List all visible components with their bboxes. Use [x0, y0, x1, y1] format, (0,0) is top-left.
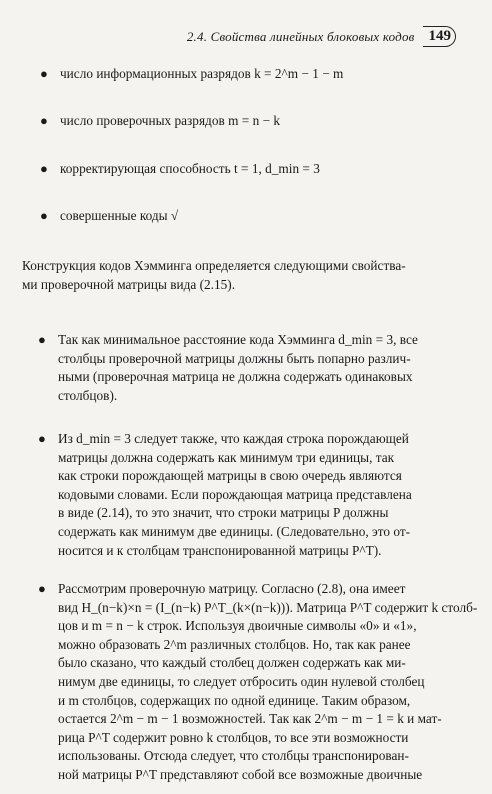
text-line: вид H_(n−k)×n = (I_(n−k) P^T_(k×(n−k))). Матрица P^T содержит k столб-	[58, 599, 478, 615]
section-title: 2.4. Свойства линейных блоковых кодов	[186, 28, 415, 44]
text-line: ми проверочной матрицы вида (2.15).	[22, 276, 236, 292]
bullet-check-bits-text: число проверочных разрядов m = n − k	[60, 113, 281, 128]
text-line: содержать как минимум две единицы. (Следовательно, это от-	[58, 523, 411, 539]
item-min-distance	[38, 331, 418, 405]
text-line: было сказано, что каждый столбец должен содержать как ми-	[58, 655, 406, 671]
text-line: Конструкция кодов Хэмминга определяется следующими свойства-	[22, 258, 406, 273]
text-line: остается 2^m − m − 1 возможностей. Так как 2^m − m − 1 = k и мат-	[58, 711, 442, 727]
bullet-icon: ●	[40, 161, 48, 176]
text-line: матрицы должна содержать как минимум три единицы, так	[58, 449, 395, 465]
bullet-info-bits	[40, 65, 344, 84]
bullet-check-bits	[40, 112, 281, 131]
text-line: Так как минимальное расстояние кода Хэмминга d_min = 3, все	[58, 332, 418, 347]
bullet-icon: ●	[38, 332, 46, 347]
item-parity-check-matrix	[38, 580, 478, 785]
text-line: столбцы проверочной матрицы должны быть попарно различ-	[58, 350, 411, 366]
bullet-perfect-codes-text: совершенные коды √	[60, 208, 179, 223]
bullet-correcting-ability-text: корректирующая способность t = 1, d_min = 3	[60, 161, 320, 176]
text-line: столбцов).	[58, 387, 118, 403]
text-line: Из d_min = 3 следует также, что каждая строка порождающей	[58, 431, 409, 446]
text-line: нимум две единицы, то следует отбросить один нулевой столбец	[58, 673, 425, 689]
bullet-correcting-ability	[40, 160, 320, 179]
intro-paragraph	[22, 257, 406, 294]
bullet-icon: ●	[38, 431, 46, 446]
text-line: Рассмотрим проверочную матрицу. Согласно (2.8), она имеет	[58, 581, 406, 596]
bullet-info-bits-text: число информационных разрядов k = 2^m − 1 − m	[60, 66, 344, 81]
item-generator-rows	[38, 430, 412, 560]
bullet-icon: ●	[40, 113, 48, 128]
text-line: и m столбцов, содержащих по одной единице. Таким образом,	[58, 692, 411, 708]
text-line: кодовыми словами. Если порождающая матрица представлена	[58, 486, 412, 502]
bullet-perfect-codes	[40, 207, 179, 226]
text-line: как строки порождающей матрицы в свою очередь являются	[58, 468, 402, 484]
bullet-icon: ●	[38, 581, 46, 596]
text-line: можно образовать 2^m различных столбцов. Но, так как ранее	[58, 636, 411, 652]
text-line: цов и m = n − k строк. Используя двоичные символы «0» и «1»,	[58, 618, 417, 634]
bullet-icon: ●	[40, 66, 48, 81]
running-header	[187, 26, 456, 47]
bullet-icon: ●	[40, 208, 48, 223]
text-line: в виде (2.14), то это значит, что строки матрицы P должны	[58, 505, 389, 521]
text-line: рица P^T содержит ровно k столбцов, то все эти возможности	[58, 729, 409, 745]
text-line: носится и к столбцам транспонированной матрицы P^T).	[58, 542, 382, 558]
text-line: ными (проверочная матрица не должна содержать одинаковых	[58, 369, 413, 385]
text-line: использованы. Отсюда следует, что столбцы транспонирован-	[58, 748, 409, 764]
page-number: 149	[423, 26, 457, 47]
text-line: ной матрицы P^T представляют собой все возможные двоичные	[58, 766, 423, 782]
